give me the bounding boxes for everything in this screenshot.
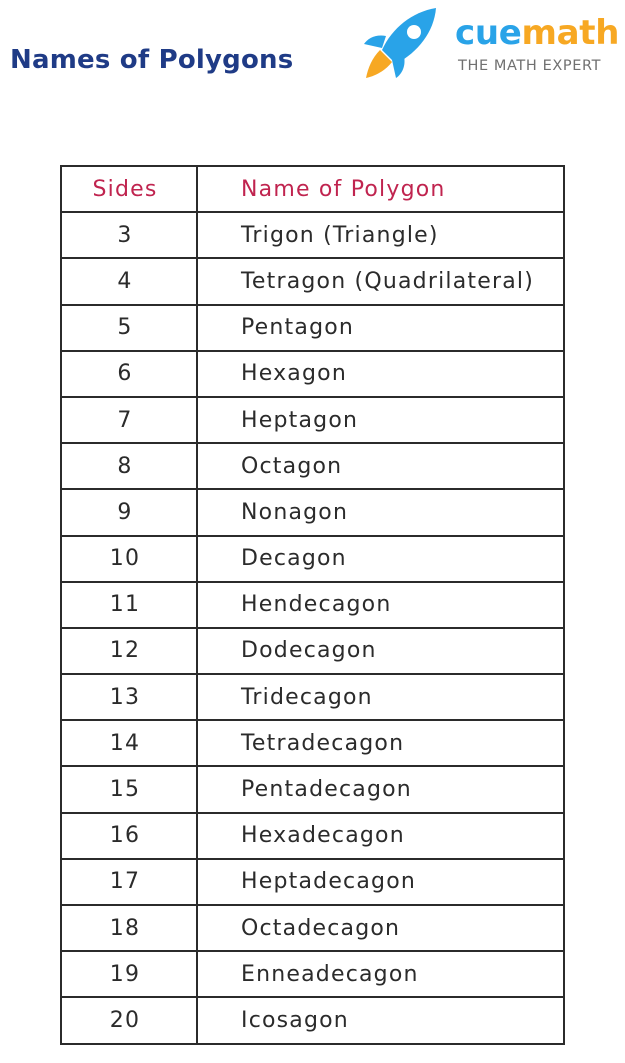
polygon-names-table [60,165,565,1045]
cell-polygon-name: Heptagon [198,398,565,442]
table-row [62,583,565,629]
brand-tagline: THE MATH EXPERT [458,58,602,74]
table-row [62,721,565,767]
cell-polygon-name: Heptadecagon [198,860,565,904]
cell-polygon-name: Nonagon [198,490,565,534]
cell-sides: 9 [62,490,198,534]
cell-polygon-name: Pentagon [198,306,565,350]
table-row [62,306,565,352]
brand-prefix: cue [455,13,522,53]
cell-polygon-name: Octagon [198,444,565,488]
table-row [62,675,565,721]
cell-polygon-name: Hendecagon [198,583,565,627]
cuemath-logo[interactable] [362,6,624,80]
cell-polygon-name: Pentadecagon [198,767,565,811]
cell-polygon-name: Tetragon (Quadrilateral) [198,259,565,303]
table-row [62,814,565,860]
cell-sides: 17 [62,860,198,904]
rocket-icon [362,6,444,80]
cell-polygon-name: Dodecagon [198,629,565,673]
cell-sides: 19 [62,952,198,996]
cell-sides: 4 [62,259,198,303]
cell-sides: 18 [62,906,198,950]
cell-polygon-name: Icosagon [198,998,565,1042]
cell-polygon-name: Tridecagon [198,675,565,719]
cell-sides: 8 [62,444,198,488]
cell-sides: 3 [62,213,198,257]
table-row [62,767,565,813]
table-row [62,860,565,906]
cell-sides: 7 [62,398,198,442]
cell-polygon-name: Hexagon [198,352,565,396]
cell-sides: 16 [62,814,198,858]
header-sides: Sides [62,167,198,211]
table-row [62,952,565,998]
cell-sides: 5 [62,306,198,350]
brand-suffix: math [521,13,620,53]
table-row [62,213,565,259]
table-row [62,398,565,444]
table-row [62,537,565,583]
brand-name [455,10,619,56]
cell-polygon-name: Enneadecagon [198,952,565,996]
table-row [62,352,565,398]
cell-polygon-name: Tetradecagon [198,721,565,765]
cell-sides: 12 [62,629,198,673]
cell-polygon-name: Decagon [198,537,565,581]
cell-sides: 11 [62,583,198,627]
cell-polygon-name: Octadecagon [198,906,565,950]
page-title: Names of Polygons [10,45,294,75]
table-header-row [62,167,565,213]
cell-sides: 6 [62,352,198,396]
table-row [62,444,565,490]
table-body [62,213,565,1044]
cell-sides: 10 [62,537,198,581]
cell-sides: 15 [62,767,198,811]
table-row [62,906,565,952]
cell-sides: 14 [62,721,198,765]
table-row [62,259,565,305]
table-row [62,490,565,536]
cell-sides: 20 [62,998,198,1042]
cell-polygon-name: Hexadecagon [198,814,565,858]
cell-sides: 13 [62,675,198,719]
header-name-of-polygon: Name of Polygon [198,167,565,211]
table-row [62,998,565,1044]
table-row [62,629,565,675]
cell-polygon-name: Trigon (Triangle) [198,213,565,257]
